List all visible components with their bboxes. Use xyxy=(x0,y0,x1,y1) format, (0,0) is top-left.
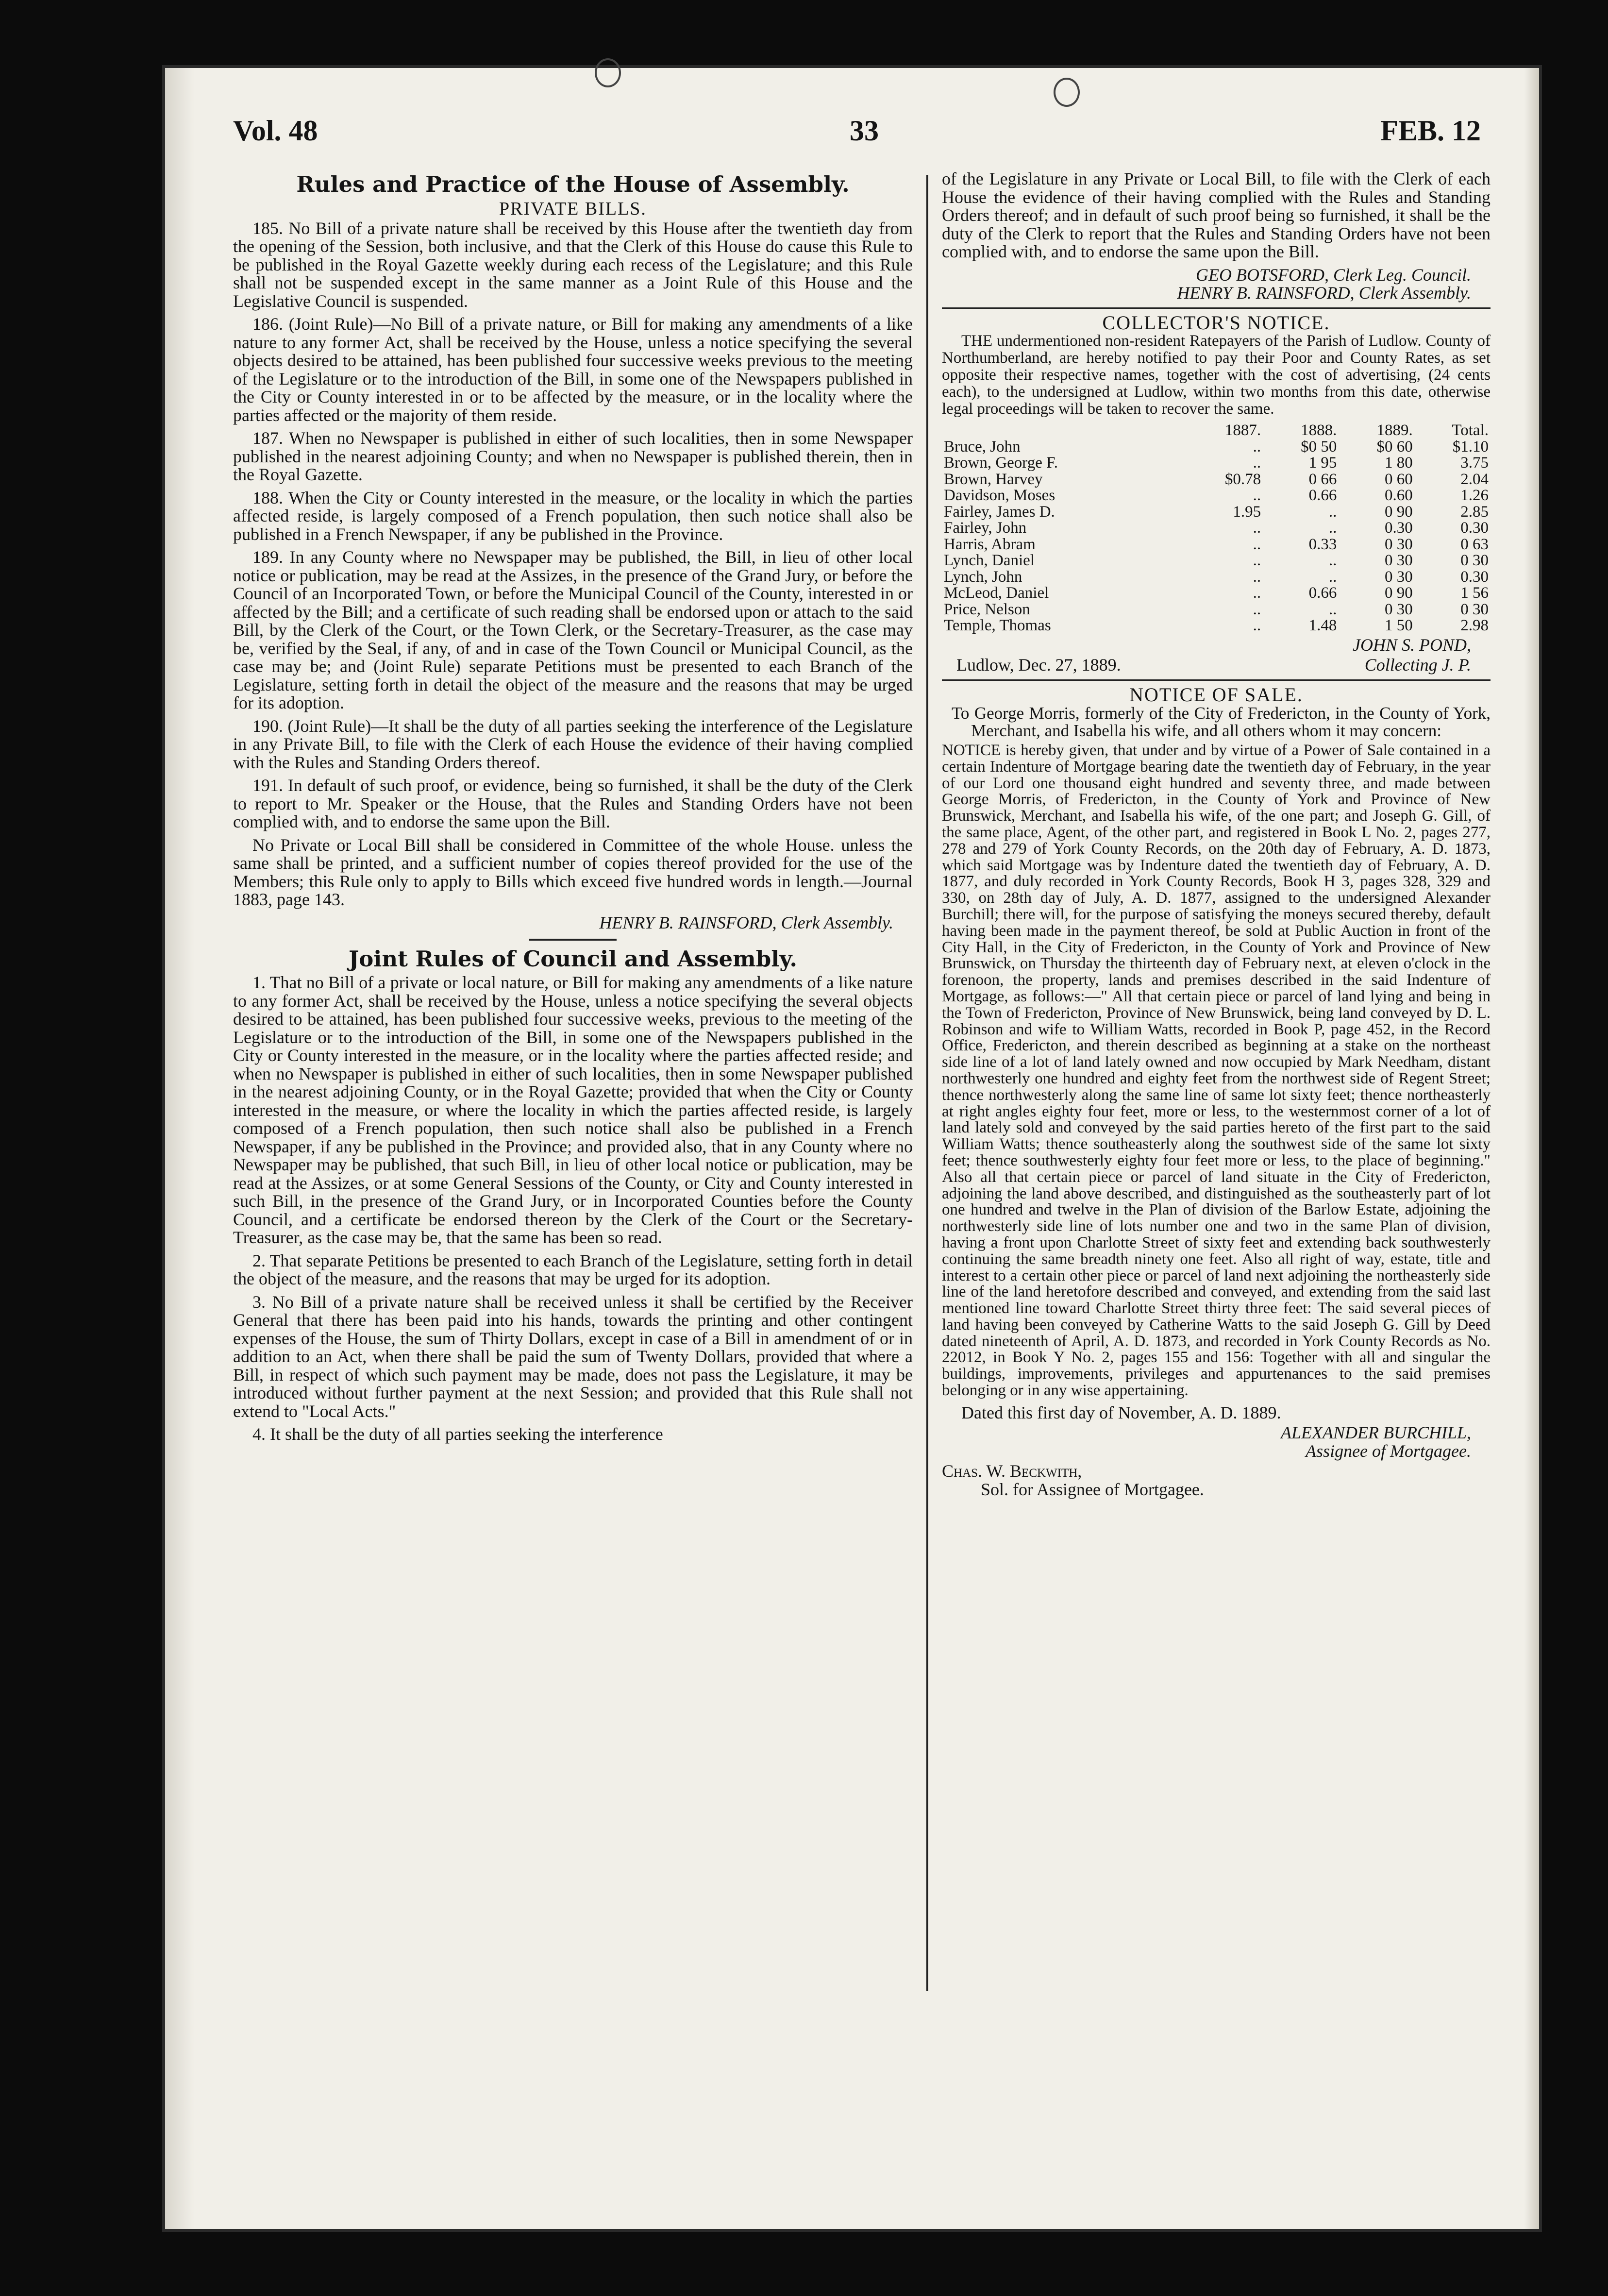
solicitor-title: Sol. for Assignee of Mortgagee. xyxy=(981,1479,1204,1499)
collector-signer: JOHN S. POND, xyxy=(1353,635,1471,655)
ratepayer-name: Bruce, John xyxy=(944,438,1021,456)
collector-signer-title: Collecting J. P. xyxy=(1364,655,1471,675)
rate-cell: .. xyxy=(1253,535,1261,553)
section-divider xyxy=(942,307,1491,309)
rule-paragraph: 191. In default of such proof, or evidence, being so furnished, it shall be the duty of the Clerk to report to Mr. Speaker or the House, that the Rules and Standing Orders have not been complied with, and to endorse the same upon the Bill. xyxy=(233,776,913,831)
right-column xyxy=(942,170,1491,1499)
total-cell: 0.30 xyxy=(1460,568,1489,586)
total-cell: 0 30 xyxy=(1460,600,1489,618)
rate-cell: 0 30 xyxy=(1384,600,1413,618)
rate-cell: 0 66 xyxy=(1308,470,1337,488)
rate-cell: 0 30 xyxy=(1384,535,1413,553)
table-row xyxy=(942,472,1491,488)
rule-paragraph: 190. (Joint Rule)—It shall be the duty of all parties seeking the interference of the Legislature in any Private Bill, to file with the Clerk of each House the evidence of their having complied with the Rules and Standing Orders thereof. xyxy=(233,716,913,772)
solicitor-name: Chas. W. Beckwith, xyxy=(942,1461,1082,1481)
ratepayer-name: Brown, Harvey xyxy=(944,470,1043,488)
sale-signer: ALEXANDER BURCHILL, xyxy=(1281,1423,1471,1443)
section-divider xyxy=(529,939,617,941)
rule-paragraph: 187. When no Newspaper is published in either of such localities, then in some Newspaper published in the nearest adjoining County; and when no Newspaper is published therein, then in the Royal Gazette. xyxy=(233,428,913,484)
collector-place-date: Ludlow, Dec. 27, 1889. xyxy=(956,655,1121,675)
page-edge xyxy=(1524,68,1539,2229)
rate-cell: 0 30 xyxy=(1384,552,1413,569)
rate-cell: .. xyxy=(1253,617,1261,634)
rate-cell: 0 60 xyxy=(1384,470,1413,488)
rate-cell: 1 80 xyxy=(1384,454,1413,472)
ratepayer-name: Lynch, John xyxy=(944,568,1022,586)
rate-cell: $0 50 xyxy=(1301,438,1337,456)
table-row xyxy=(942,602,1491,618)
sale-notice-body: NOTICE is hereby given, that under and by virtue of a Power of Sale contained in a certain Indenture of Mortgage bearing date the twentieth day of February, in the year of our Lord one thousand eight hundred and seventy three, and made between George Morris, of Fredericton, in the County of York and Province of New Brunswick, Merchant, and Isabella his wife, of the one part; and Joseph G. Gill, of the same place, Agent, of the other part, and registered in Book L No. 2, pages 277, 278 and 279 of York County Records, on the 20th day of February, A. D. 1873, which said Mortgage was by Indenture dated the twentieth day of February, A. D. 1877, and duly recorded in York County Records, Book H 3, pages 328, 329 and 330, on 28th day of July, A. D. 1877, assigned to the undersigned Alexander Burchill; there will, for the purpose of satisfying the moneys secured thereby, default having been made in the payment thereof, be sold at Public Auction in front of the City Hall, in the City of Fredericton, in the County of York and Province of New Brunswick, on Thursday the thirteenth day of February next, at eleven o'clock in the forenoon, the property, lands and premises described in the said Indenture of Mortgage, as follows:—" All that certain piece or parcel of land lying and being in the Town of Fredericton, Province of New Brunswick, being land conveyed by D. L. Robinson and wife to William Watts, recorded in Book P, page 452, in the Record Office, Fredericton, and therein described as beginning at a stake on the northeast side line of a lot of land lately owned and now occupied by Mark Needham, distant northwesterly one hundred and eighty feet from the northwest side of Regent Street; thence northwesterly along the same line of same lot sixty feet; thence northeasterly at right angles eighty four feet, more or less, to the westernmost corner of a lot of land lately sold and conveyed by the said parties hereto of the first part to the said William Watts; thence southeasterly along the southwest side of the same lot sixty feet; thence southwesterly eighty four feet more or less, to the place of beginning." Also all that certain piece or parcel of land situate in the City of Fredericton, adjoining the land above described, and distinguished as the southeasterly part of lot one hundred and twelve in the Plan of division of the Barlow Estate, adjoining the northwesterly side line of lots number one and two in the same Plan of division, having a front upon Charlotte Street of sixty feet and extending back southwesterly continuing the same breadth ninety one feet. Also all right of way, estate, title and interest to a certain other piece or parcel of land next adjoining the northeasterly side line of the land heretofore described and conveyed, and extending from the said last mentioned line toward Charlotte Street thirty three feet: The said several pieces of land having been conveyed by Catherine Watts to the said Joseph G. Gill by Deed dated nineteenth of April, A. D. 1873, and recorded in York County Records as No. 22012, in Book Y No. 2, pages 155 and 156: Together with all and singular the buildings, improvements, privileges and appurtenances to the said premises belonging or in any wise appertaining. xyxy=(942,742,1491,1400)
joint-rule-paragraph: 1. That no Bill of a private or local nature, or Bill for making any amendments of a like nature to any former Act, shall be received by the House, unless a notice specifying the several objects desired to be attained, has been published four successive weeks, previous to the meeting of the Legislature or to the introduction of the Bill, in some one of the Newspapers published in the City or County interested in the measure, or in the locality where the parties affected reside; and when no Newspaper is published in either of such localities, then in some Newspaper published in the nearest adjoining County, or in the Royal Gazette; provided that when the City or County interested in the measure, or where the locality in which the parties affected reside, is largely composed of a French population, then such notice shall also be published in a French Newspaper, if any be published in the Province; and provided also, that in any County where no Newspaper may be published, that such Bill, in lieu of other local notice or publication, may be read at the Assizes, or at some General Sessions of the County, or City and County interested in such Bill, in the presence of the Grand Jury, or in Incorporated Counties before the County Council, and a certificate be endorsed thereon by the Clerk of the Court or the Secretary-Treasurer, as the case may be, that the same has been so read. xyxy=(233,973,913,1247)
rate-cell: 0 30 xyxy=(1384,568,1413,586)
table-row xyxy=(942,553,1491,569)
rule-paragraph: 186. (Joint Rule)—No Bill of a private nature, or Bill for making any amendments of a like nature to any former Act, shall be received by the House, unless a notice specifying the several objects desired to be attained, has been published four successive weeks previous to the meeting of the Legislature or to the introduction of the Bill, in some one of the Newspapers published in the City or County interested in or to be affected by the measure, or in the locality where the parties affected or the majority of them reside. xyxy=(233,314,913,425)
joint-rules-title: Joint Rules of Council and Assembly. xyxy=(348,946,798,972)
issue-date: FEB. 12 xyxy=(1380,115,1481,147)
rate-cell: .. xyxy=(1328,519,1337,537)
rule-paragraph: 185. No Bill of a private nature shall be received by this House after the twentieth day from the opening of the Session, both inclusive, and that the Clerk of this House do cause this Rule to be published in the Royal Gazette weekly during each recess of the Legislature; and this Rule shall not be suspended except in the same manner as a Joint Rule of this House and the Legislative Council is suspended. xyxy=(233,218,913,311)
column-header xyxy=(942,422,1187,439)
page-header xyxy=(233,114,1481,158)
rate-cell: 0 90 xyxy=(1384,584,1413,602)
rate-cell: 0.60 xyxy=(1384,487,1413,504)
council-clerk-signature: GEO BOTSFORD, Clerk Leg. Council. xyxy=(1196,265,1471,285)
volume-number: Vol. 48 xyxy=(233,115,318,147)
collector-signature-line xyxy=(942,656,1491,675)
rules-signature: HENRY B. RAINSFORD, Clerk Assembly. xyxy=(599,912,893,932)
rate-cell: $0.78 xyxy=(1224,470,1261,488)
left-column xyxy=(233,170,913,1449)
table-header-row xyxy=(942,422,1491,439)
punch-hole-icon xyxy=(1054,78,1080,107)
gazette-page xyxy=(165,68,1539,2229)
rule-paragraph: No Private or Local Bill shall be considered in Committee of the whole House. unless the same shall be printed, and a sufficient number of copies thereof provided for the use of the Members; this Rule only to apply to Bills which exceed five hundred words in length.—Journal 1883, page 143. xyxy=(233,835,913,909)
rule-paragraph: 188. When the City or County interested in the measure, or the locality in which the parties affected reside, is largely composed of a French population, then such notice shall also be published in a French Newspaper, if any be published in the Province. xyxy=(233,488,913,544)
total-cell: $1.10 xyxy=(1452,438,1489,456)
ratepayer-name: Davidson, Moses xyxy=(944,487,1055,504)
total-cell: 0 63 xyxy=(1460,535,1489,553)
total-cell: 3.75 xyxy=(1460,454,1489,472)
rate-cell: 0.30 xyxy=(1384,519,1413,537)
rules-subtitle: PRIVATE BILLS. xyxy=(499,199,647,219)
total-cell: 2.85 xyxy=(1460,503,1489,521)
section-divider xyxy=(942,679,1491,681)
rate-cell: .. xyxy=(1253,519,1261,537)
ratepayer-name: Fairley, James D. xyxy=(944,503,1055,521)
rate-cell: .. xyxy=(1253,552,1261,569)
joint-rule-paragraph: 2. That separate Petitions be presented to each Branch of the Legislature, setting forth in detail the object of the measure, and the reasons that may be urged for its adoption. xyxy=(233,1250,913,1288)
rate-cell: 0 90 xyxy=(1384,503,1413,521)
column-header: 1888. xyxy=(1301,422,1337,439)
joint-rule-continuation: of the Legislature in any Private or Local Bill, to file with the Clerk of each House the evidence of their having complied with the Rules and Standing Orders thereof; and in default of such proof being so furnished, it shall be the duty of the Clerk to report that the Rules and Standing Orders have not been complied with, and to endorse the same upon the Bill. xyxy=(942,169,1491,261)
table-row xyxy=(942,520,1491,537)
collector-notice-title: COLLECTOR'S NOTICE. xyxy=(1102,311,1330,334)
rate-cell: 0.66 xyxy=(1308,584,1337,602)
rate-cell: 1.95 xyxy=(1233,503,1261,521)
sale-address: To George Morris, formerly of the City of Fredericton, in the County of York, Merchant, and Isabella his wife, and all others whom it may concern: xyxy=(952,704,1491,740)
rate-cell: .. xyxy=(1253,454,1261,472)
rate-cell: 0.33 xyxy=(1308,535,1337,553)
rate-cell: 1.48 xyxy=(1308,617,1337,634)
rate-cell: .. xyxy=(1253,487,1261,504)
total-cell: 1 56 xyxy=(1460,584,1489,602)
collector-notice-text: THE undermentioned non-resident Ratepayers of the Parish of Ludlow. County of Northumberland, are hereby notified to pay their Poor and County Rates, as set opposite their respective names, together with the cost of advertising, (24 cents each), to the undersigned at Ludlow, within two months from this date, otherwise legal proceedings will be taken to recover the same. xyxy=(942,332,1491,418)
rate-cell: 1 50 xyxy=(1384,617,1413,634)
rate-cell: 1 95 xyxy=(1308,454,1337,472)
punch-hole-icon xyxy=(595,58,621,87)
rate-cell: .. xyxy=(1328,568,1337,586)
column-header: 1889. xyxy=(1376,422,1413,439)
ratepayer-name: Temple, Thomas xyxy=(944,617,1051,634)
column-header: 1887. xyxy=(1224,422,1261,439)
rules-title: Rules and Practice of the House of Assembly. xyxy=(296,171,850,197)
total-cell: 2.04 xyxy=(1460,470,1489,488)
rate-cell: .. xyxy=(1328,503,1337,521)
column-divider xyxy=(926,175,928,1991)
page-binding xyxy=(165,68,194,2229)
sale-notice-title: NOTICE OF SALE. xyxy=(1129,683,1303,706)
rate-cell: $0 60 xyxy=(1376,438,1413,456)
assembly-clerk-signature: HENRY B. RAINSFORD, Clerk Assembly. xyxy=(1177,283,1471,303)
rate-cell: .. xyxy=(1328,600,1337,618)
rate-cell: .. xyxy=(1253,584,1261,602)
ratepayer-name: McLeod, Daniel xyxy=(944,584,1049,602)
table-row xyxy=(942,488,1491,504)
table-row xyxy=(942,618,1491,634)
rate-cell: .. xyxy=(1253,568,1261,586)
rate-cell: .. xyxy=(1253,600,1261,618)
rate-cell: .. xyxy=(1253,438,1261,456)
rule-paragraph: 189. In any County where no Newspaper may be published, the Bill, in lieu of other local notice or publication, may be read at the Assizes, in the presence of the Grand Jury, or before the Council of an Incorporated Town, or before the Municipal Council of the County, interested in or affected by the Bill; and a certificate of such reading shall be endorsed upon or attach to the said Bill, by the Clerk of the Court, or the Town Clerk, or the Secretary-Treasurer, as the case may be, verified by the Seal, if any, of and in case of the Town Council or Municipal Council, as the case may be; and (Joint Rule) separate Petitions must be presented to each Branch of the Legislature, setting forth in detail the object of the measure and the reasons that may be urged for its adoption. xyxy=(233,547,913,712)
joint-rule-paragraph: 4. It shall be the duty of all parties seeking the interference xyxy=(252,1424,663,1444)
table-row xyxy=(942,585,1491,602)
total-cell: 1.26 xyxy=(1460,487,1489,504)
page-number: 33 xyxy=(850,115,879,147)
table-row xyxy=(942,569,1491,586)
ratepayer-table xyxy=(942,422,1491,634)
ratepayer-name: Lynch, Daniel xyxy=(944,552,1035,569)
ratepayer-name: Price, Nelson xyxy=(944,600,1030,618)
ratepayer-name: Brown, George F. xyxy=(944,454,1058,472)
rate-cell: 0.66 xyxy=(1308,487,1337,504)
total-cell: 2.98 xyxy=(1460,617,1489,634)
sale-dated: Dated this first day of November, A. D. 1889. xyxy=(961,1402,1281,1422)
table-row xyxy=(942,439,1491,456)
sale-signer-title: Assignee of Mortgagee. xyxy=(1306,1441,1471,1461)
total-cell: 0.30 xyxy=(1460,519,1489,537)
ratepayer-name: Fairley, John xyxy=(944,519,1027,537)
table-row xyxy=(942,537,1491,553)
table-row xyxy=(942,455,1491,472)
column-header: Total. xyxy=(1452,422,1489,439)
joint-rule-paragraph: 3. No Bill of a private nature shall be received unless it shall be certified by the Receiver General that there has been paid into his hands, towards the printing and other contingent expenses of the House, the sum of Thirty Dollars, except in case of a Bill in amendment of or in addition to an Act, when there shall be paid the sum of Twenty Dollars, provided that where a Bill, in respect of which such payment may be made, does not pass the Legislature, it may be introduced without further payment at the next Session; and provided that this Rule shall not extend to "Local Acts." xyxy=(233,1292,913,1421)
ratepayer-name: Harris, Abram xyxy=(944,535,1036,553)
rate-cell: .. xyxy=(1328,552,1337,569)
table-row xyxy=(942,504,1491,521)
total-cell: 0 30 xyxy=(1460,552,1489,569)
